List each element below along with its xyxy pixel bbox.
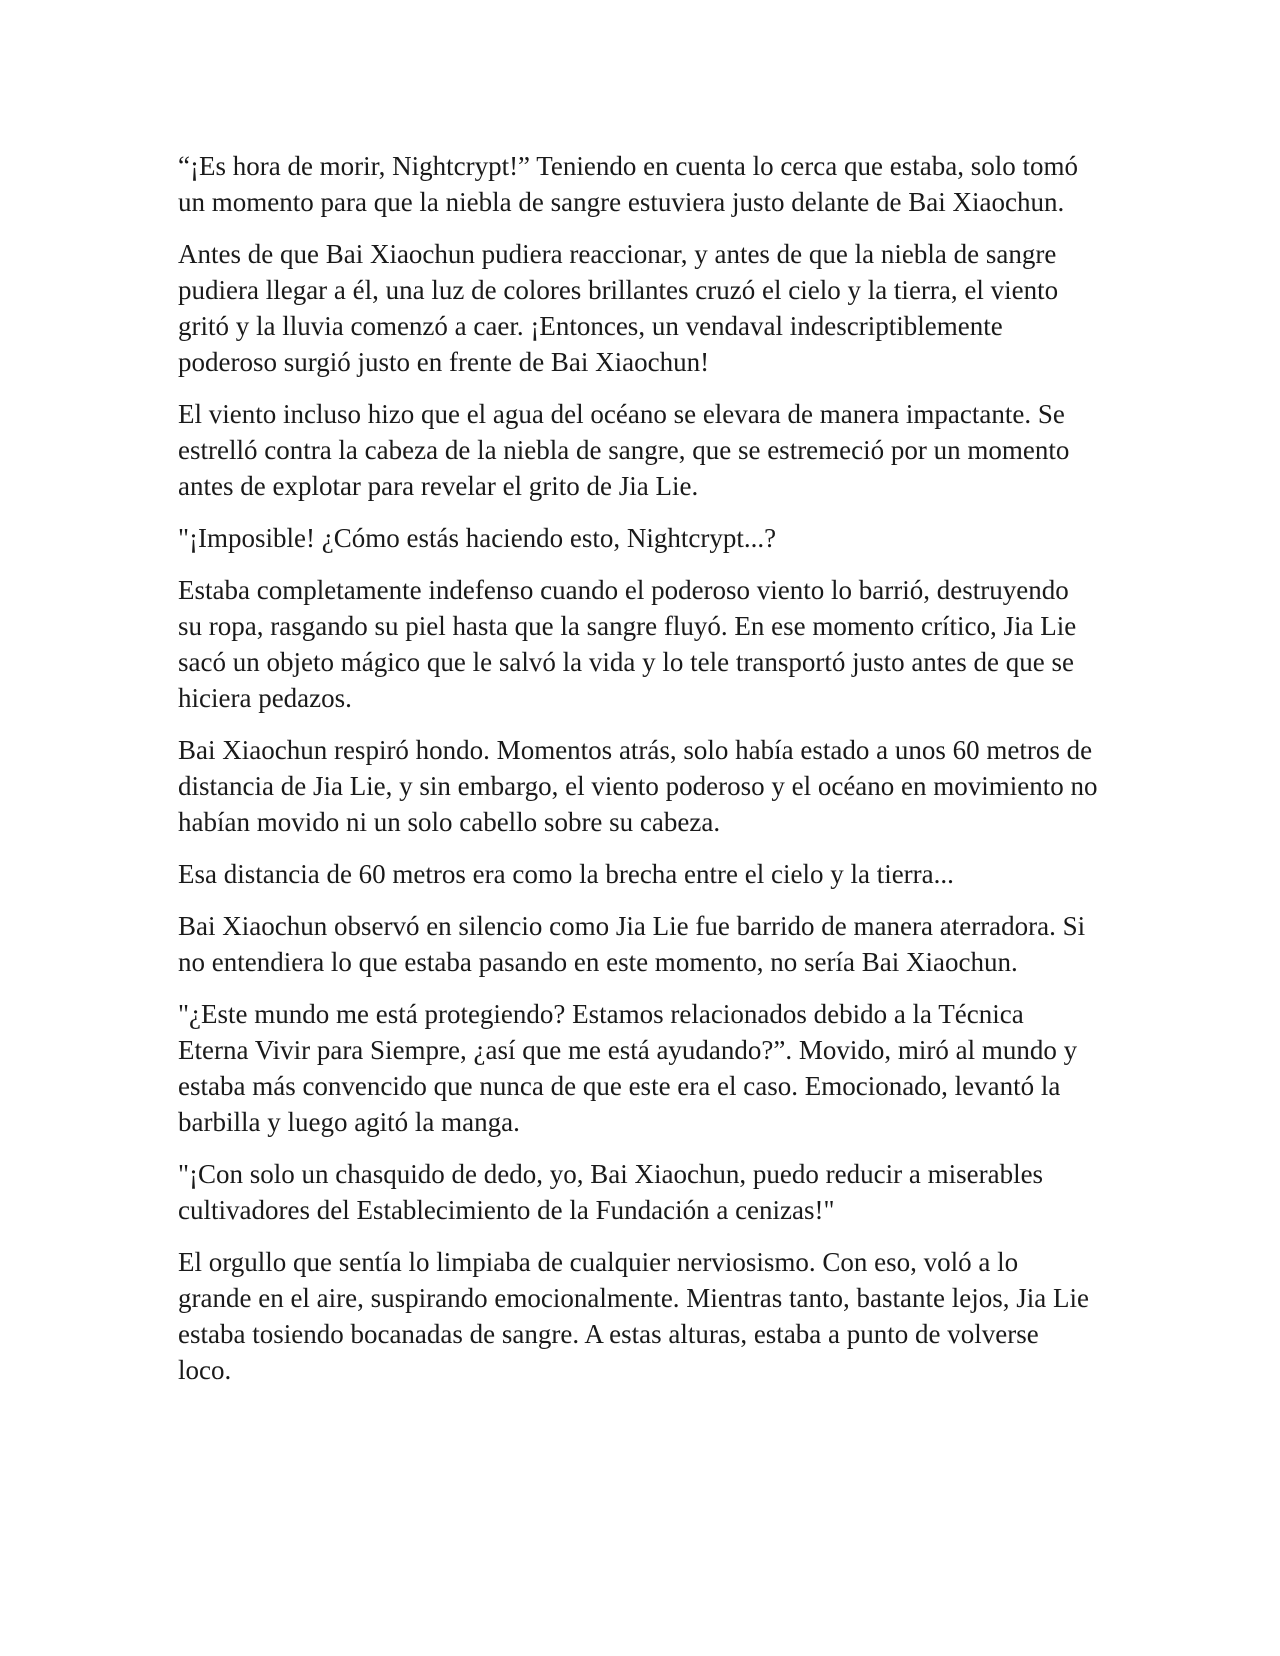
paragraph-4: "¡Imposible! ¿Cómo estás haciendo esto, Nightcrypt...? [178,523,777,553]
paragraph-11: El orgullo que sentía lo limpiaba de cualquier nerviosismo. Con eso, voló a lo grande en el aire, suspirando emocionalmente. Mientras tanto, bastante lejos, Jia Lie estaba tosiendo bocanadas de sangre. A estas alturas, estaba a punto de volverse loco. [178,1247,1089,1385]
paragraph-3: El viento incluso hizo que el agua del océano se elevara de manera impactante. Se estrelló contra la cabeza de la niebla de sangre, que se estremeció por un momento antes de explotar para revelar el grito de Jia Lie. [178,399,1070,501]
paragraph-2: Antes de que Bai Xiaochun pudiera reaccionar, y antes de que la niebla de sangre pudiera llegar a él, una luz de colores brillantes cruzó el cielo y la tierra, el viento gritó y la lluvia comenzó a caer. ¡Entonces, un vendaval indescriptiblemente poderoso surgió justo en frente de Bai Xiaochun! [178,239,1059,377]
paragraph-1: “¡Es hora de morir, Nightcrypt!” Teniendo en cuenta lo cerca que estaba, solo tomó un momento para que la niebla de sangre estuviera justo delante de Bai Xiaochun. [178,151,1078,217]
document-page [178,148,1098,1404]
paragraph-5: Estaba completamente indefenso cuando el poderoso viento lo barrió, destruyendo su ropa, rasgando su piel hasta que la sangre fluyó. En ese momento crítico, Jia Lie sacó un objeto mágico que le salvó la vida y lo tele transportó justo antes de que se hiciera pedazos. [178,575,1077,713]
paragraph-10: "¡Con solo un chasquido de dedo, yo, Bai Xiaochun, puedo reducir a miserables cultivadores del Establecimiento de la Fundación a cenizas!" [178,1159,1044,1225]
paragraph-8: Bai Xiaochun observó en silencio como Jia Lie fue barrido de manera aterradora. Si no entendiera lo que estaba pasando en este momento, no sería Bai Xiaochun. [178,911,1086,977]
paragraph-7: Esa distancia de 60 metros era como la brecha entre el cielo y la tierra... [178,859,954,889]
paragraph-6: Bai Xiaochun respiró hondo. Momentos atrás, solo había estado a unos 60 metros de distancia de Jia Lie, y sin embargo, el viento poderoso y el océano en movimiento no habían movido ni un solo cabello sobre su cabeza. [178,735,1098,837]
paragraph-9: "¿Este mundo me está protegiendo? Estamos relacionados debido a la Técnica Eterna Vivir para Siempre, ¿así que me está ayudando?”. Movido, miró al mundo y estaba más convencido que nunca de que este era el caso. Emocionado, levantó la barbilla y luego agitó la manga. [178,999,1078,1137]
